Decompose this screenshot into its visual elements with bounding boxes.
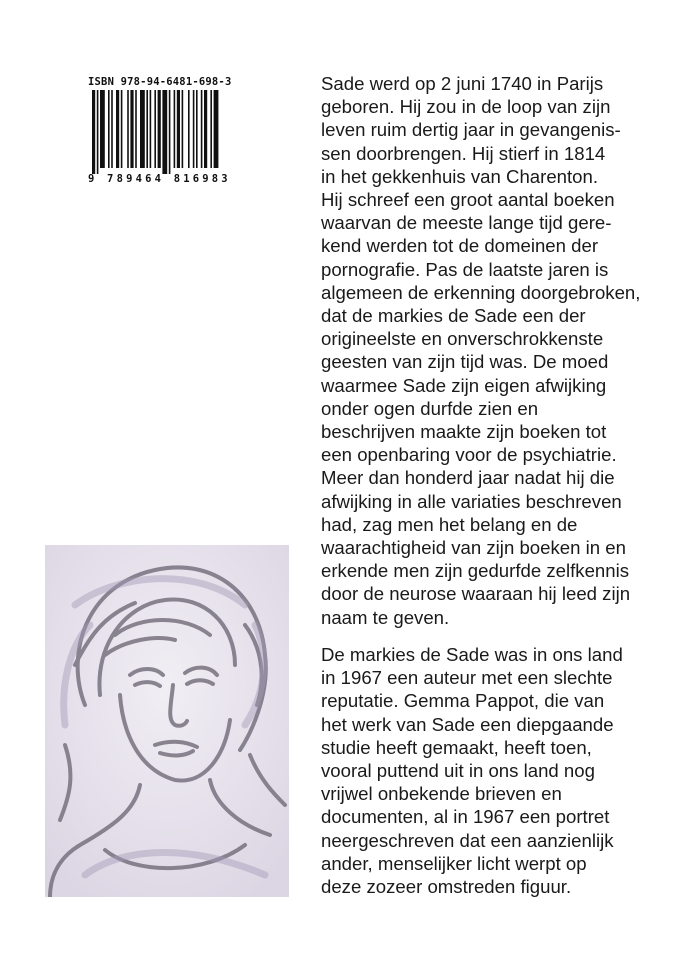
- barcode-bar: [116, 90, 119, 168]
- barcode-bar: [204, 90, 207, 168]
- text-line: erkende men zijn gedurfde zelfkennis: [321, 560, 630, 582]
- text-line: Hij schreef een groot aantal boeken: [321, 189, 615, 211]
- barcode-bar: [214, 90, 219, 168]
- text-line: waarvan de meeste lange tijd gere-: [321, 212, 612, 234]
- text-line: een openbaring voor de psychiatrie.: [321, 444, 617, 466]
- barcode-bar: [111, 90, 113, 168]
- text-line: documenten, al in 1967 een portret: [321, 806, 610, 828]
- text-line: het werk van Sade een diepgaande: [321, 713, 614, 735]
- text-line: pornografie. Pas de laatste jaren is: [321, 258, 609, 280]
- text-line: had, zag men het belang en de: [321, 513, 578, 535]
- barcode-bar: [210, 90, 212, 168]
- barcode-bar: [158, 90, 161, 168]
- text-line: De markies de Sade was in ons land: [321, 644, 623, 665]
- text-line: ander, menselijker licht werpt op: [321, 852, 587, 874]
- text-line: door de neurose waaraan hij leed zijn: [321, 583, 631, 605]
- text-line: beschrijven maakte zijn boeken tot: [321, 421, 607, 443]
- text-line: geesten van zijn tijd was. De moed: [321, 351, 609, 373]
- barcode-bar: [92, 90, 95, 174]
- barcode-digits: 9 789464 816983: [88, 173, 231, 185]
- barcode-bars: [92, 90, 222, 174]
- text-line: vrijwel onbekende brieven en: [321, 783, 562, 805]
- text-line: waarachtigheid van zijn boeken in en: [321, 537, 626, 559]
- text-line: deze zozeer omstreden figuur.: [321, 876, 572, 898]
- text-line: afwijking in alle variaties beschreven: [321, 490, 622, 512]
- barcode-bar: [193, 90, 195, 168]
- barcode-bar: [154, 90, 156, 168]
- barcode-bar: [100, 90, 105, 168]
- text-line: reputatie. Gemma Pappot, die van: [321, 690, 605, 712]
- barcode-bar: [177, 90, 180, 168]
- barcode-bar: [162, 90, 167, 174]
- isbn-label: ISBN 978-94-6481-698-3: [88, 76, 232, 88]
- barcode-bar: [150, 90, 152, 168]
- paragraph-biography: [321, 72, 661, 629]
- text-line: algemeen de erkenning doorgebroken,: [321, 281, 641, 303]
- text-line: dat de markies de Sade een der: [321, 305, 586, 327]
- barcode-bar: [121, 90, 123, 168]
- text-line: onder ogen durfde zien en: [321, 397, 539, 419]
- text-line: in het gekkenhuis van Charenton.: [321, 165, 599, 187]
- barcode-bar: [130, 90, 133, 168]
- text-line: Sade werd op 2 juni 1740 in Parijs: [321, 73, 604, 94]
- barcode-bar: [135, 90, 137, 168]
- barcode-bar: [182, 90, 184, 168]
- isbn-barcode: [88, 76, 232, 185]
- text-line: waarmee Sade zijn eigen afwijking: [321, 374, 607, 396]
- barcode-bar: [97, 90, 99, 174]
- barcode-bar: [127, 90, 129, 168]
- text-line: naam te geven.: [321, 606, 450, 628]
- barcode-bar: [201, 90, 203, 168]
- text-line: kend werden tot de domeinen der: [321, 235, 599, 257]
- barcode-bar: [188, 90, 190, 168]
- barcode-bar: [196, 90, 198, 168]
- text-line: geboren. Hij zou in de loop van zijn: [321, 96, 611, 118]
- text-line: in 1967 een auteur met een slechte: [321, 667, 613, 689]
- text-line: neergeschreven dat een aanzienlijk: [321, 829, 614, 851]
- text-line: studie heeft gemaakt, heeft toen,: [321, 736, 592, 758]
- text-line: leven ruim dertig jaar in gevangenis-: [321, 119, 621, 141]
- text-line: sen doorbrengen. Hij stierf in 1814: [321, 142, 606, 164]
- barcode-bar: [108, 90, 110, 168]
- paragraph-portrait-note: [321, 643, 661, 898]
- barcode-bar: [140, 90, 145, 168]
- portrait-illustration: [45, 545, 289, 897]
- text-line: vooral puttend uit in ons land nog: [321, 760, 595, 782]
- barcode-bar: [174, 90, 176, 168]
- text-line: origineelste en onverschrokkenste: [321, 328, 604, 350]
- text-line: Meer dan honderd jaar nadat hij die: [321, 467, 615, 489]
- barcode-bar: [169, 90, 171, 174]
- barcode-bar: [146, 90, 148, 168]
